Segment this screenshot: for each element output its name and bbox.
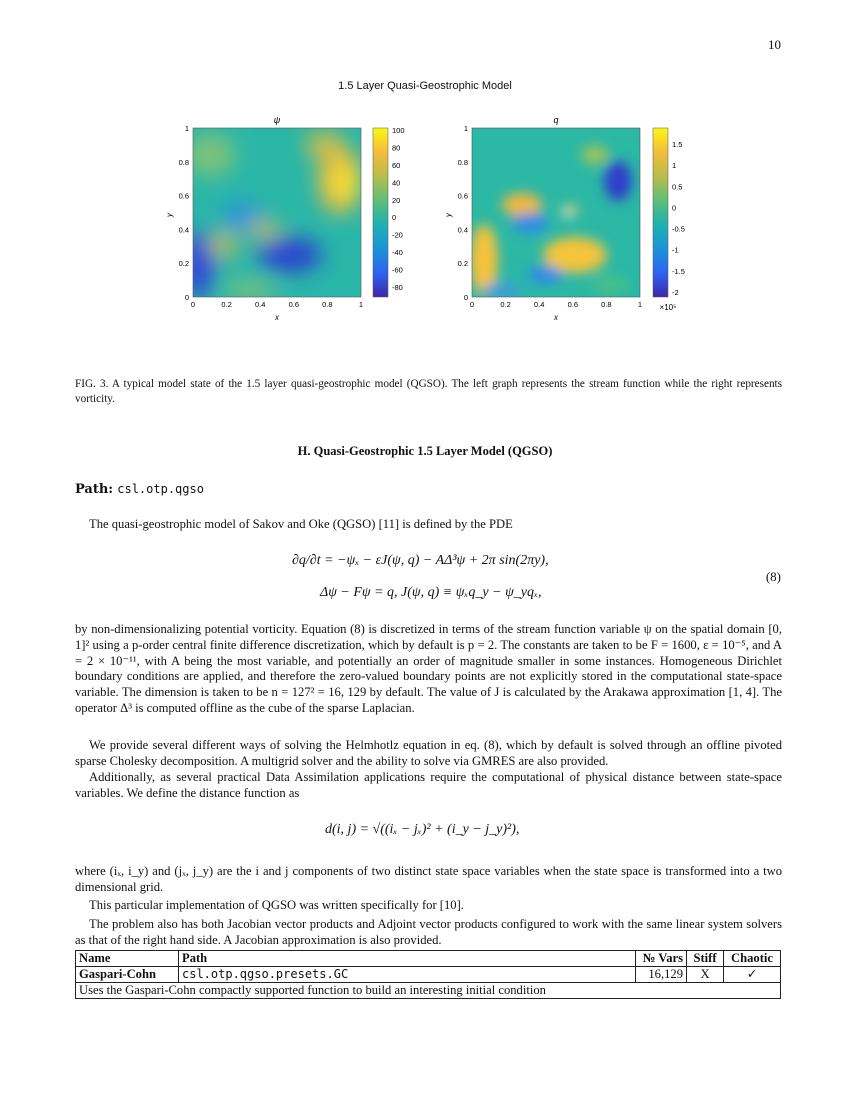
right-y-tick: 0.2: [457, 259, 468, 269]
paragraph-helmholtz: We provide several different ways of solving the Helmhotlz equation in eq. (8), which by default is solved through an offline pivoted sparse Cholesky decomposition. A multigrid solver and the ability to solve via GMRES are also provided.: [75, 738, 782, 768]
colorbar-left-tick: -40: [392, 248, 403, 258]
right-x-tick: 0: [469, 300, 475, 309]
colorbar-left-tick: 60: [392, 160, 401, 170]
equation-pde: ∂q/∂t = −ψₓ − εJ(ψ, q) − AΔ³ψ + 2π sin(2πy),: [292, 553, 549, 568]
right-x-label: x: [554, 313, 558, 322]
cell-stiff: X: [687, 967, 724, 983]
left-x-label: x: [275, 313, 279, 322]
left-x-tick: 0.6: [288, 300, 300, 309]
colorbar-right-tick: 0: [672, 203, 677, 213]
figure-title: 1.5 Layer Quasi-Geostrophic Model: [338, 80, 512, 92]
header-chaotic: Chaotic: [724, 951, 781, 967]
right-y-tick: 1: [463, 124, 468, 133]
section-heading: H. Quasi-Geostrophic 1.5 Layer Model (QGSO): [297, 444, 553, 458]
left-y-tick: 0.4: [178, 225, 189, 235]
path-label: Path:: [75, 482, 114, 497]
colorbar-right-tick: -1.5: [672, 266, 685, 276]
stream-function-heatmap: [182, 128, 362, 300]
colorbar-left-tick: 100: [392, 126, 405, 135]
colorbar-right-tick: -0.5: [672, 224, 685, 234]
paragraph-discretization: by non-dimensionalizing potential vorticity. Equation (8) is discretized in terms of the stream function variable ψ on the spatial domain [0, 1]² using a p-order central finite difference discretization, which by default is p = 2. The constants are taken to be F = 1600, ε = 10⁻⁵, and A = 2 × 10⁻¹¹, with A being the most variable, and potentially an order of magnitude smaller in some instances. Homogeneous Dirichlet boundary conditions are applied, and therefore the zero-valued boundary points are not explicitly stored in the computational state-space variable. The dimension is taken to be n = 127² = 16, 129 by default. The value of J is calculated by the Arakawa approximation [1, 4]. The operator Δ³ is computed offline as the cube of the sparse Laplacian.: [75, 622, 782, 715]
equation-helmholtz: Δψ − Fψ = q, J(ψ, q) ≡ ψₓq_y − ψ_yqₓ,: [320, 585, 542, 600]
paragraph-components: where (iₓ, i_y) and (jₓ, j_y) are the i and j components of two distinct state space variables when the state space is transformed into a two dimensional grid.: [75, 864, 782, 894]
presets-table: [75, 950, 781, 999]
left-x-tick: 0.4: [254, 300, 266, 309]
cell-path: csl.otp.qgso.presets.GC: [179, 967, 636, 983]
cell-name: Gaspari-Cohn: [76, 967, 179, 983]
path-line: [75, 482, 204, 497]
colorbar-right-tick: 1: [672, 161, 677, 171]
right-x-tick: 0.8: [601, 300, 612, 309]
right-x-tick: 0.4: [533, 300, 545, 309]
left-y-tick: 0: [184, 293, 189, 302]
colorbar-left-tick: 80: [392, 143, 401, 153]
right-x-tick: 1: [637, 300, 643, 309]
right-panel-title: q: [553, 115, 559, 125]
left-x-tick: 1: [358, 300, 364, 309]
paragraph-jacobian: The problem also has both Jacobian vector products and Adjoint vector products configured to work with the same linear system solvers as that of the right hand side. A Jacobian approximation is also provided.: [75, 917, 782, 947]
colorbar-right-tick: -1: [672, 245, 679, 255]
header-vars: № Vars: [636, 951, 687, 967]
colorbar-left-tick: -80: [392, 283, 403, 292]
colorbar-right: [653, 128, 668, 297]
colorbar-right-tick: 0.5: [672, 182, 683, 192]
right-y-tick: 0: [463, 293, 468, 302]
left-x-tick: 0: [190, 300, 196, 309]
left-y-tick: 0.2: [178, 259, 189, 269]
header-path: Path: [179, 951, 636, 967]
left-x-tick: 0.8: [322, 300, 333, 309]
colorbar-right-tick: 1.5: [672, 140, 683, 149]
paragraph-implementation: This particular implementation of QGSO was written specifically for [10].: [89, 898, 464, 912]
equation-distance: d(i, j) = √((iₓ − jₓ)² + (i_y − j_y)²),: [325, 822, 520, 837]
right-y-tick: 0.6: [457, 191, 468, 201]
cell-vars: 16,129: [636, 967, 687, 983]
colorbar-left-tick: -20: [392, 230, 403, 240]
cell-chaotic: ✓: [724, 967, 781, 983]
colorbar-left: [373, 128, 388, 297]
right-x-tick: 0.2: [500, 300, 511, 309]
table-header-row: [76, 951, 781, 967]
left-x-tick: 0.2: [221, 300, 232, 309]
vorticity-heatmap: [470, 128, 640, 297]
cell-description: Uses the Gaspari-Cohn compactly supported function to build an interesting initial condition: [76, 983, 781, 999]
header-stiff: Stiff: [687, 951, 724, 967]
right-y-label: y: [444, 213, 453, 217]
right-y-tick: 0.8: [457, 157, 468, 167]
equation-number: (8): [765, 569, 781, 584]
colorbar-left-tick: 40: [392, 178, 401, 188]
table-description-row: [76, 983, 781, 999]
left-y-tick: 0.8: [178, 157, 189, 167]
colorbar-left-tick: -60: [392, 265, 403, 275]
paragraph-distance: Additionally, as several practical Data Assimilation applications require the computational of physical distance between state-space variables. We define the distance function as: [75, 770, 782, 800]
right-y-tick: 0.4: [457, 225, 468, 235]
left-y-tick: 0.6: [178, 191, 189, 201]
figure-caption: FIG. 3. A typical model state of the 1.5 layer quasi-geostrophic model (QGSO). The left graph represents the stream function while the right represents vorticity.: [75, 378, 782, 405]
colorbar-left-tick: 0: [392, 213, 397, 223]
right-x-tick: 0.6: [567, 300, 579, 309]
left-y-label: y: [165, 213, 174, 217]
figure-panels: [150, 105, 710, 335]
path-value: csl.otp.qgso: [117, 482, 204, 496]
colorbar-multiplier: ×10⁵: [659, 303, 677, 312]
header-name: Name: [76, 951, 179, 967]
page-number: 10: [768, 37, 781, 52]
left-panel-title: ψ: [273, 115, 281, 125]
left-y-tick: 1: [184, 124, 189, 133]
colorbar-right-tick: -2: [672, 288, 679, 297]
table-row: [76, 967, 781, 983]
colorbar-left-tick: 20: [392, 195, 401, 205]
intro-paragraph: The quasi-geostrophic model of Sakov and Oke (QGSO) [11] is defined by the PDE: [89, 517, 513, 531]
